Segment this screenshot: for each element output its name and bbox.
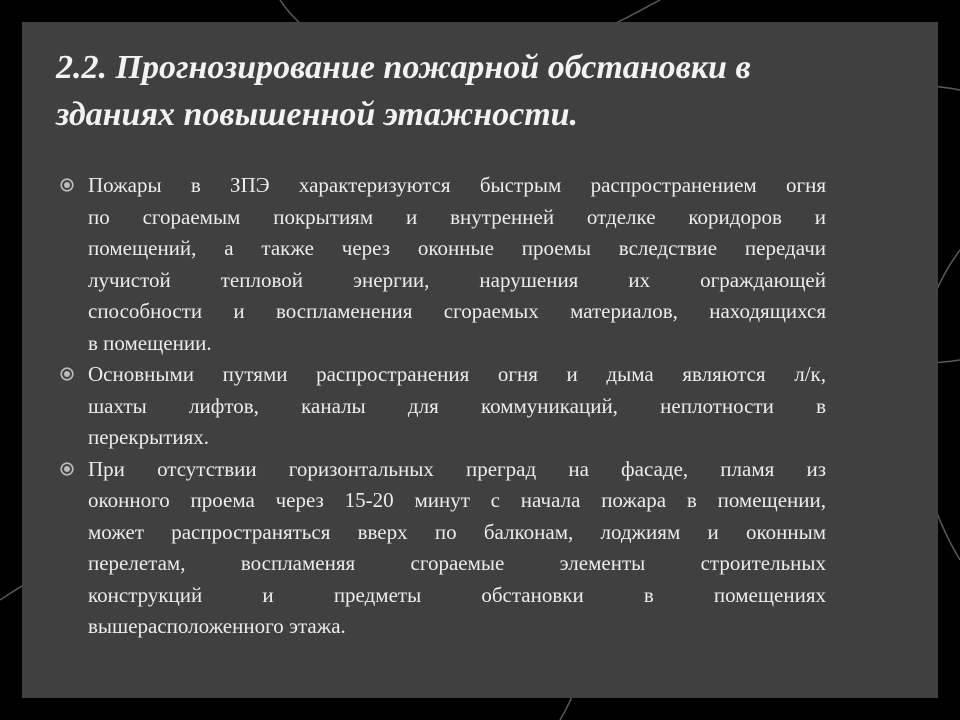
text-line: оконного проема через 15-20 минут с начала пожара в помещении, xyxy=(88,488,826,512)
text-line: по сгораемым покрытиям и внутренней отделке коридоров и xyxy=(88,204,826,229)
text-line: конструкций и предметы обстановки в помещениях xyxy=(88,582,826,607)
slide-title-line: зданиях повышенной этажности. xyxy=(56,96,579,133)
text-line: перекрытиях. xyxy=(88,425,210,449)
bullet-item xyxy=(58,454,826,643)
text-line: может распространяться вверх по балконам, лоджиям и оконным xyxy=(88,519,826,544)
bullet-list xyxy=(58,170,826,643)
slide-title-line: 2.2. Прогнозирование пожарной обстановки в xyxy=(56,49,751,86)
text-line: шахты лифтов, каналы для коммуникаций, неплотности в xyxy=(88,393,826,418)
text-line: в помещении. xyxy=(88,330,212,355)
target-bullet-icon xyxy=(60,367,74,381)
text-line: способности и воспламенения сгораемых материалов, находящихся xyxy=(88,299,826,323)
text-line: Пожары в ЗПЭ характеризуются быстрым распространением огня xyxy=(88,173,826,197)
bullet-text xyxy=(88,454,826,643)
bullet-item xyxy=(58,359,826,454)
text-line: перелетам, воспламеняя сгораемые элементы строительных xyxy=(88,551,826,575)
bullet-text xyxy=(88,359,826,454)
slide-title xyxy=(56,44,856,138)
text-line: При отсутствии горизонтальных преград на фасаде, пламя из xyxy=(88,456,826,481)
text-line: лучистой тепловой энергии, нарушения их ограждающей xyxy=(88,267,826,292)
text-line: вышерасположенного этажа. xyxy=(88,614,346,638)
bullet-text xyxy=(88,170,826,359)
text-line: помещений, а также через оконные проемы вследствие передачи xyxy=(88,236,826,260)
text-line: Основными путями распространения огня и дыма являются л/к, xyxy=(88,362,826,386)
bullet-item xyxy=(58,170,826,359)
target-bullet-icon xyxy=(60,178,74,192)
target-bullet-icon xyxy=(60,462,74,476)
